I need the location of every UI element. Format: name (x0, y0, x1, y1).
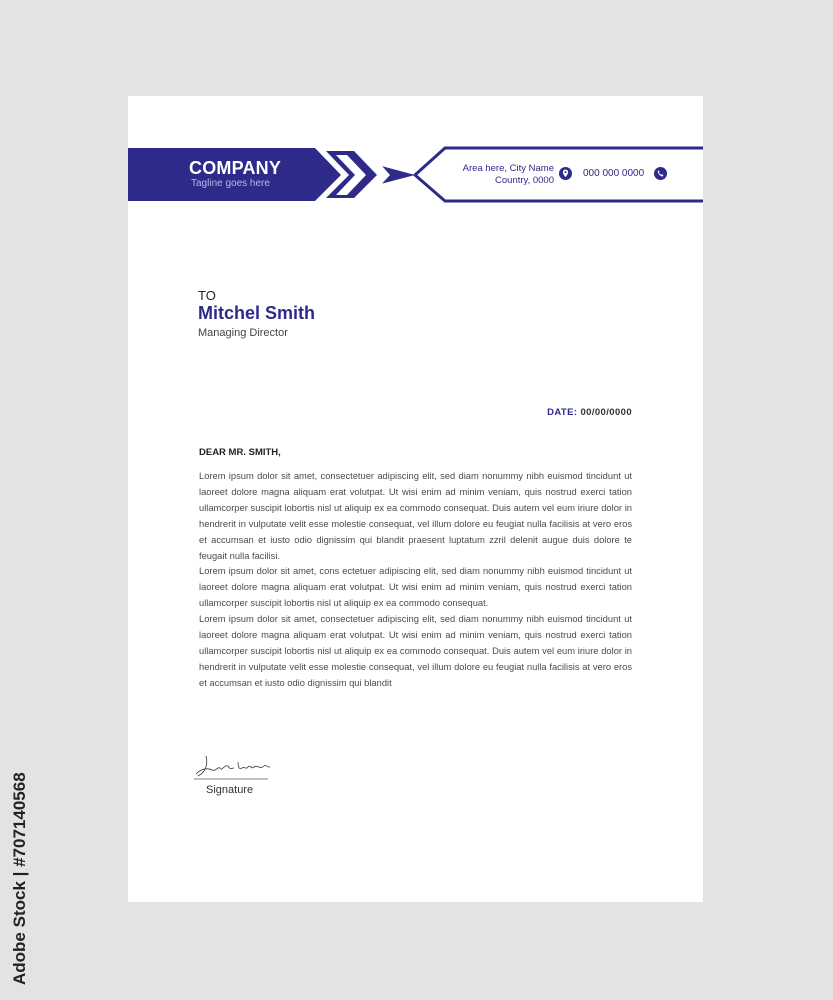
header-band (128, 96, 703, 206)
company-name: COMPANY (189, 158, 282, 178)
signature-label: Signature (206, 784, 254, 796)
letterhead-page (128, 96, 703, 902)
phone-icon (654, 167, 667, 180)
address-line-2: Country, 0000 (495, 175, 554, 186)
to-label: TO (198, 288, 216, 303)
phone-number: 000 000 0000 (583, 168, 645, 179)
handwritten-signature (192, 746, 282, 784)
letter-paragraph: Lorem ipsum dolor sit amet, consectetuer adipiscing elit, sed diam nonummy nibh euismod tincidunt ut laoreet dolore magna aliquam erat volutpat. Ut wisi enim ad minim veniam, quis nostrud exerci tation ullamcorper suscipit lobortis nisl ut aliquip ex ea commodo consequat. Duis autem vel eum iriure dolor in hendrerit in vulputate velit esse molestie consequat, vel illum dolore eu feugiat nulla facilisis at vero eros et accumsan et iusto odio dignissim qui blandit (199, 614, 632, 688)
letter-greeting: DEAR MR. SMITH, (199, 447, 281, 458)
date-value: 00/00/0000 (580, 407, 632, 418)
company-tagline: Tagline goes here (191, 178, 270, 189)
stock-id-label: Adobe Stock | #707140568 (10, 772, 29, 985)
letter-paragraph: Lorem ipsum dolor sit amet, cons ectetuer adipiscing elit, sed diam nonummy nibh euismod tincidunt ut laoreet dolore magna aliquam erat volutpat. Ut wisi enim ad minim veniam, quis nostrud exerci tation ullamcorper suscipit lobortis nisl ut aliquip ex ea commodo consequat. (199, 566, 632, 609)
letter-body (199, 469, 632, 692)
address-line-1: Area here, City Name (462, 163, 554, 174)
recipient-role: Managing Director (198, 327, 288, 339)
date-line (547, 407, 632, 418)
location-pin-icon (559, 167, 572, 180)
date-label: DATE: (547, 407, 578, 418)
address-block (446, 163, 554, 187)
letter-paragraph: Lorem ipsum dolor sit amet, consectetuer adipiscing elit, sed diam nonummy nibh euismod tincidunt ut laoreet dolore magna aliquam erat volutpat. Ut wisi enim ad minim veniam, quis nostrud exerci tation ullamcorper suscipit lobortis nisl ut aliquip ex ea commodo consequat. Duis autem vel eum iriure dolor in hendrerit in vulputate velit esse molestie consequat, vel illum dolore eu feugiat nulla facilisis at vero eros et accumsan et iusto odio dignissim qui blandit praesent luptatum zzril delenit augue duis dolore te feugait nulla facilisi. (199, 471, 632, 561)
recipient-name: Mitchel Smith (198, 303, 316, 323)
